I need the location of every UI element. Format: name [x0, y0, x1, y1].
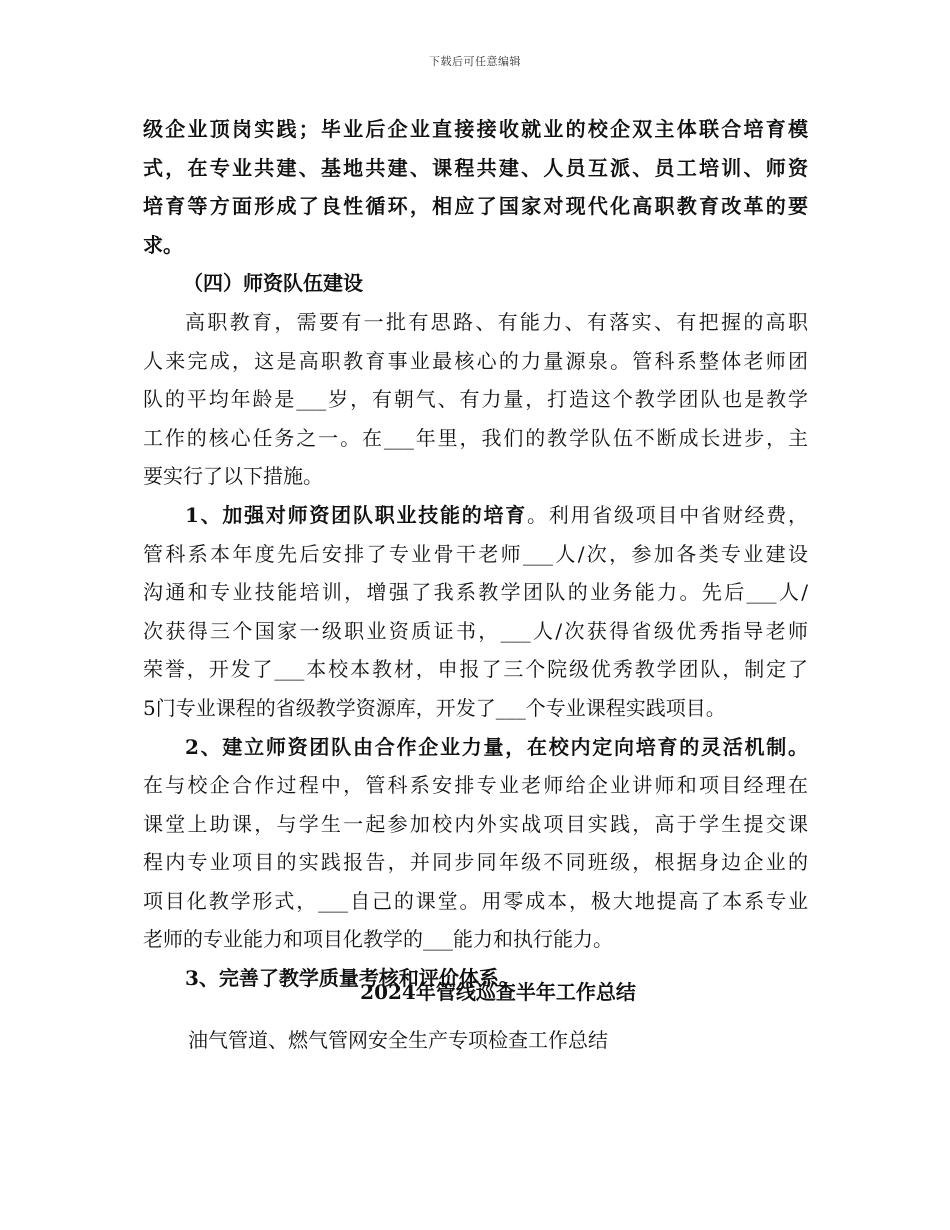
para2-line-4: 工作的核心任务之一。在___年里，我们的教学队伍不断成长进步，主 — [143, 425, 808, 450]
next-doc-title: 2024年管线巡查半年工作总结 — [360, 980, 636, 1004]
item2-line-3: 程内专业项目的实践报告，并同步同年级不同班级，根据身边企业的 — [143, 850, 808, 875]
item2-line-4: 项目化教学形式，___自己的课堂。用零成本，极大地提高了本系专业 — [143, 888, 808, 913]
para2-line-3: 队的平均年龄是___岁，有朝气、有力量，打造这个教学团队也是教学 — [143, 387, 808, 412]
para2-line-1: 高职教育，需要有一批有思路、有能力、有落实、有把握的高职 — [185, 309, 808, 334]
item1-line-6: 5门专业课程的省级教学资源库，开发了___个专业课程实践项目。 — [143, 695, 726, 720]
item2-line-1: 在与校企合作过程中，管科系安排专业老师给企业讲师和项目经理在 — [143, 773, 808, 798]
section-heading: （四）师资队伍建设 — [183, 271, 363, 296]
item2-line-2: 课堂上助课，与学生一起参加校内外实战项目实践，高于学生提交课 — [143, 811, 808, 836]
para1-line-2: 式，在专业共建、基地共建、课程共建、人员互派、员工培训、师资 — [143, 155, 808, 180]
para1-line-4: 求。 — [143, 232, 183, 257]
item1-line-1 — [143, 496, 808, 535]
para2-line-5: 要实行了以下措施。 — [143, 464, 323, 489]
item2-lead: 2、建立师资团队由合作企业力量，在校内定向培育的灵活机制。 — [185, 734, 808, 759]
page-header: 下载后可任意编辑 — [429, 55, 521, 68]
item1-line-2: 管科系本年度先后安排了专业骨干老师___人/次，参加各类专业建设 — [143, 541, 808, 566]
item1-first-rest: 。利用省级项目中省财经费， — [526, 502, 809, 527]
item1-line-4: 次获得三个国家一级职业资质证书，___人/次获得省级优秀指导老师 — [143, 618, 808, 643]
item1-line-3: 沟通和专业技能培训，增强了我系教学团队的业务能力。先后___人/ — [143, 580, 808, 605]
para1-line-1: 级企业顶岗实践；毕业后企业直接接收就业的校企双主体联合培育模 — [143, 117, 808, 141]
item1-lead: 1、加强对师资团队职业技能的培育 — [185, 502, 527, 527]
document-body — [143, 110, 808, 998]
item1-line-5: 荣誉，开发了___本校本教材，申报了三个院级优秀教学团队，制定了 — [143, 657, 808, 682]
para2-line-2: 人来完成，这是高职教育事业最核心的力量源泉。管科系整体老师团 — [143, 348, 808, 373]
item3-lead: 3、完善了教学质量考核和评价体系。 — [185, 966, 519, 991]
para1-line-3: 培育等方面形成了良性循环，相应了国家对现代化高职教育改革的要 — [143, 194, 808, 219]
item2-line-5: 老师的专业能力和项目化教学的___能力和执行能力。 — [143, 927, 613, 952]
next-doc-subtitle: 油气管道、燃气管网安全生产专项检查工作总结 — [188, 1028, 608, 1052]
